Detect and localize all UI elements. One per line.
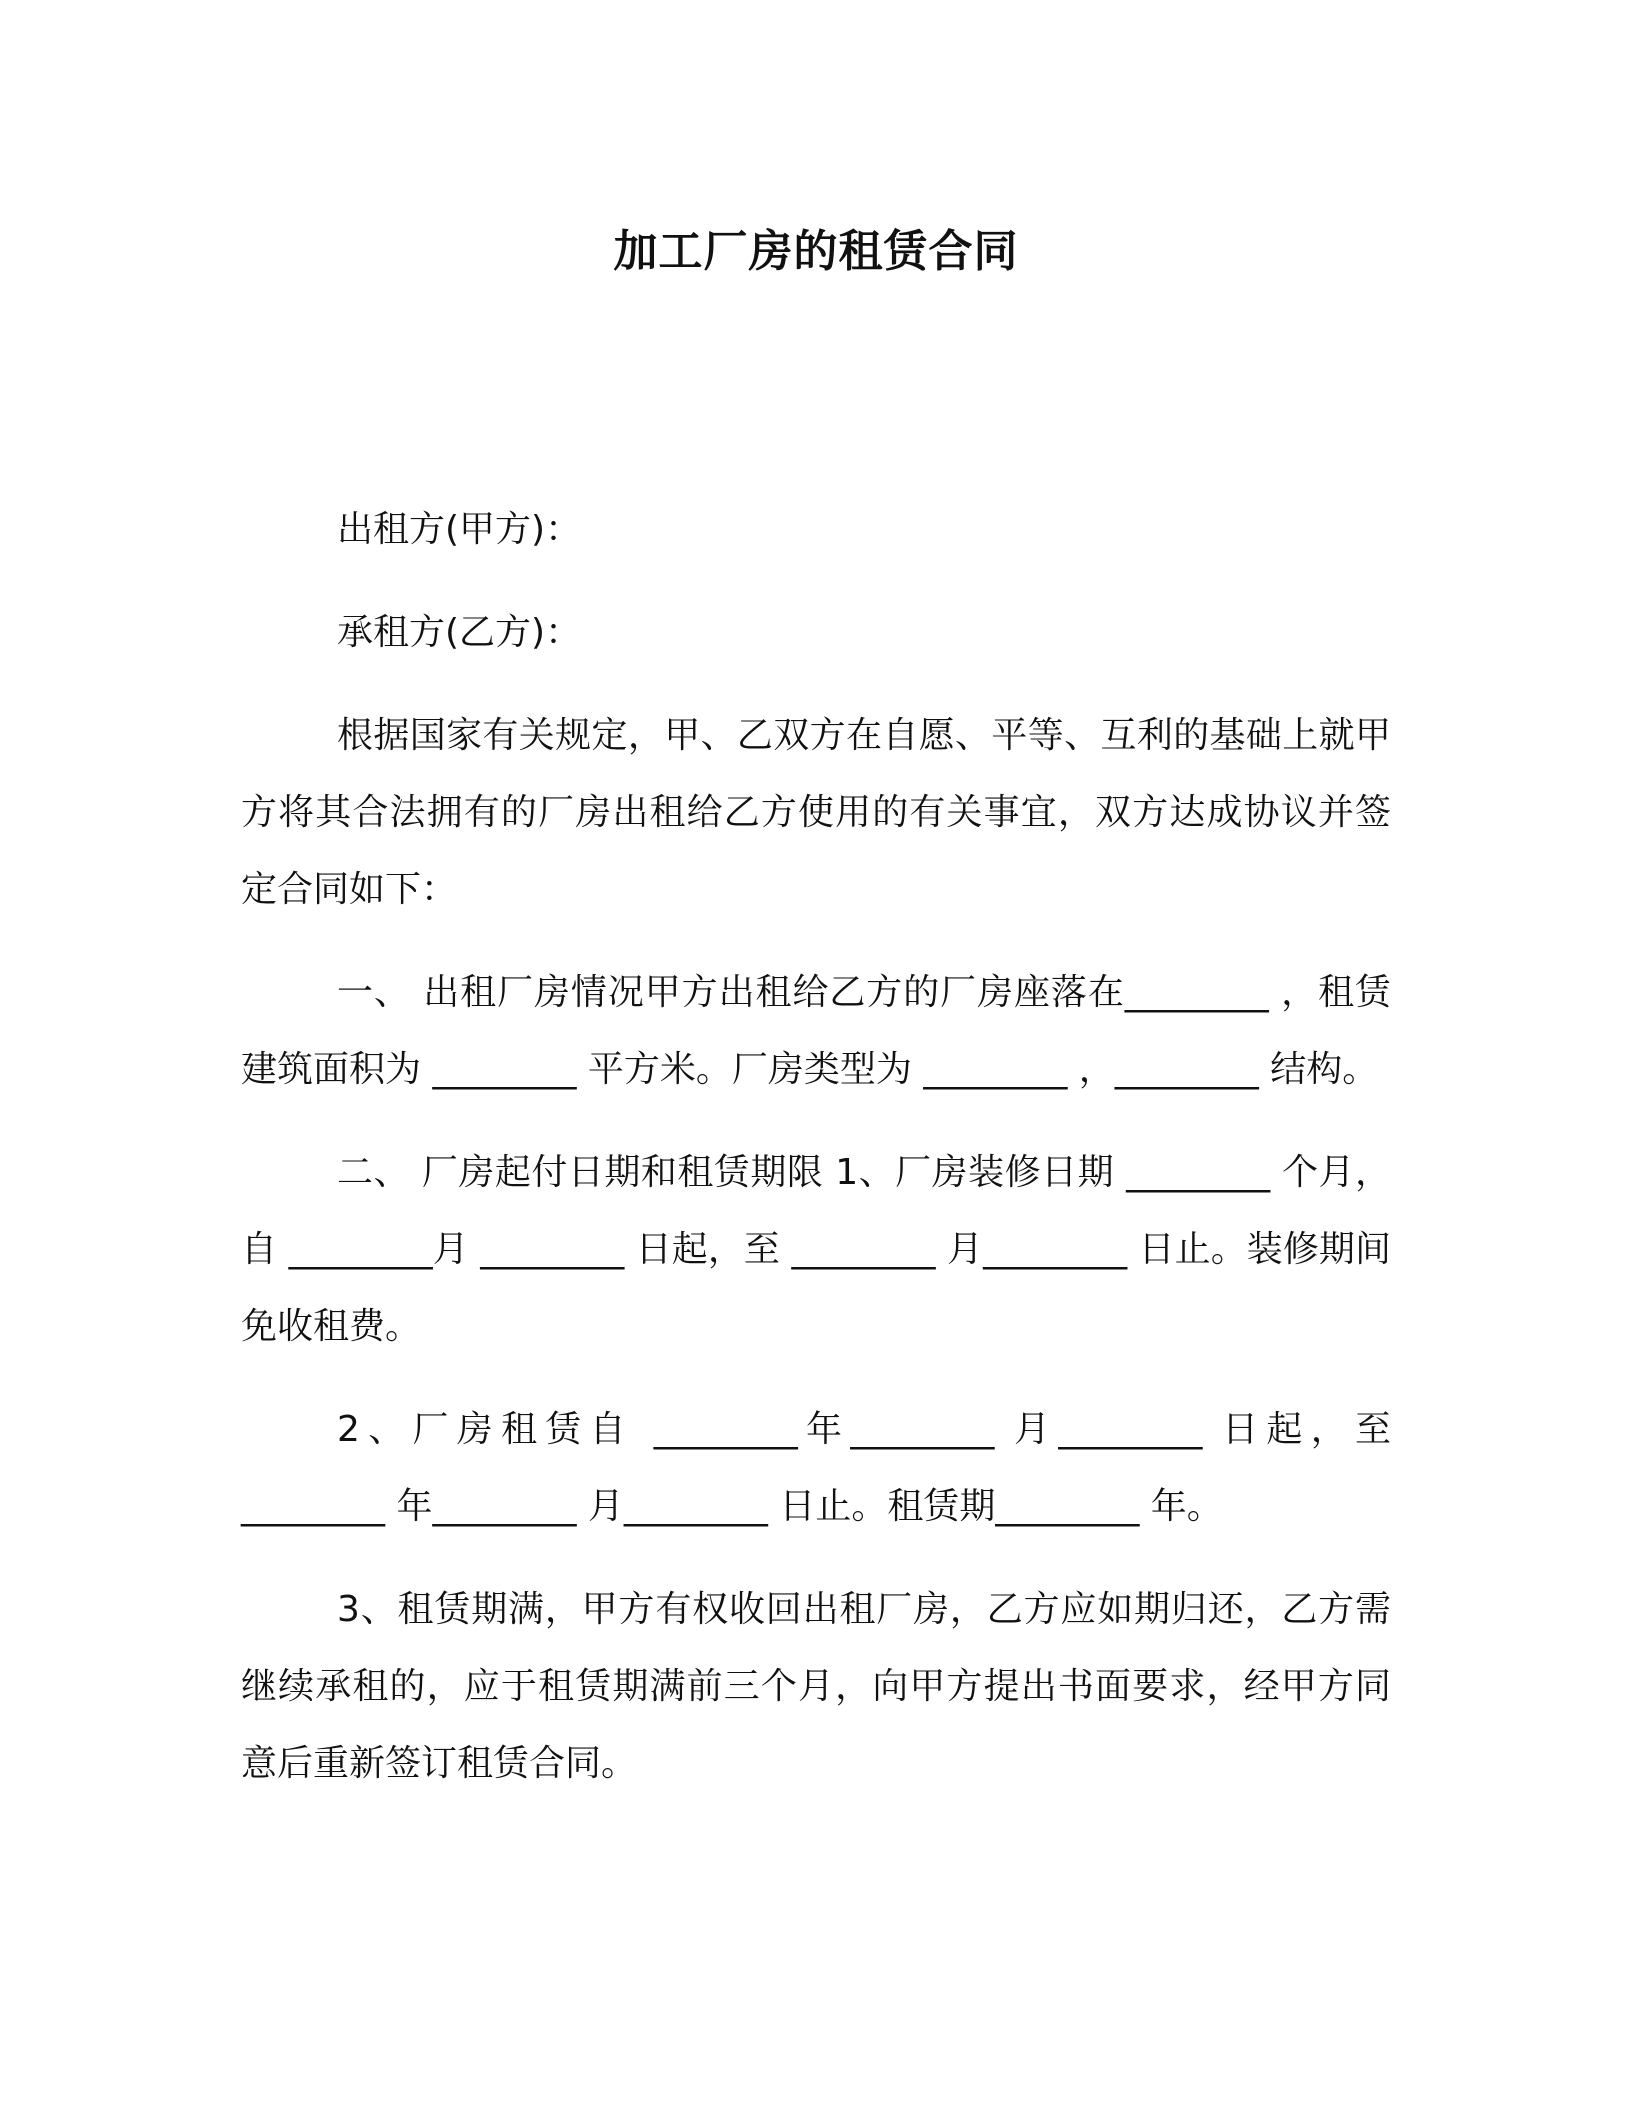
clause-2-item-3-paragraph: 3、租赁期满，甲方有权收回出租厂房，乙方应如期归还，乙方需继续承租的，应于租赁期满前三个月，向甲方提出书面要求，经甲方同意后重新签订租赁合同。 <box>241 1589 1391 1784</box>
lessor-line: 出租方(甲方)： <box>337 509 582 550</box>
clause-2-item-2-paragraph: 2、厂房租赁自 ________年________ 月________ 日起，至 ________ 年________ 月________ 日止。租赁期________ 年。 <box>241 1409 1391 1527</box>
lessee-line: 承租方(乙方)： <box>337 612 582 653</box>
document-body <box>241 491 1391 1802</box>
clause-1-paragraph: 一、 出租厂房情况甲方出租给乙方的厂房座落在________ ，租赁建筑面积为 ________ 平方米。厂房类型为 ________ ，________ 结构。 <box>241 972 1391 1090</box>
document-title: 加工厂房的租赁合同 <box>613 226 1019 277</box>
preamble-paragraph: 根据国家有关规定，甲、乙双方在自愿、平等、互利的基础上就甲方将其合法拥有的厂房出租给乙方使用的有关事宜，双方达成协议并签定合同如下： <box>241 715 1391 910</box>
clause-2-paragraph: 二、 厂房起付日期和租赁期限 1、厂房装修日期 ________ 个月，自 ________月 ________ 日起，至 ________ 月________ 日止。装修期间免收租费。 <box>241 1152 1391 1347</box>
